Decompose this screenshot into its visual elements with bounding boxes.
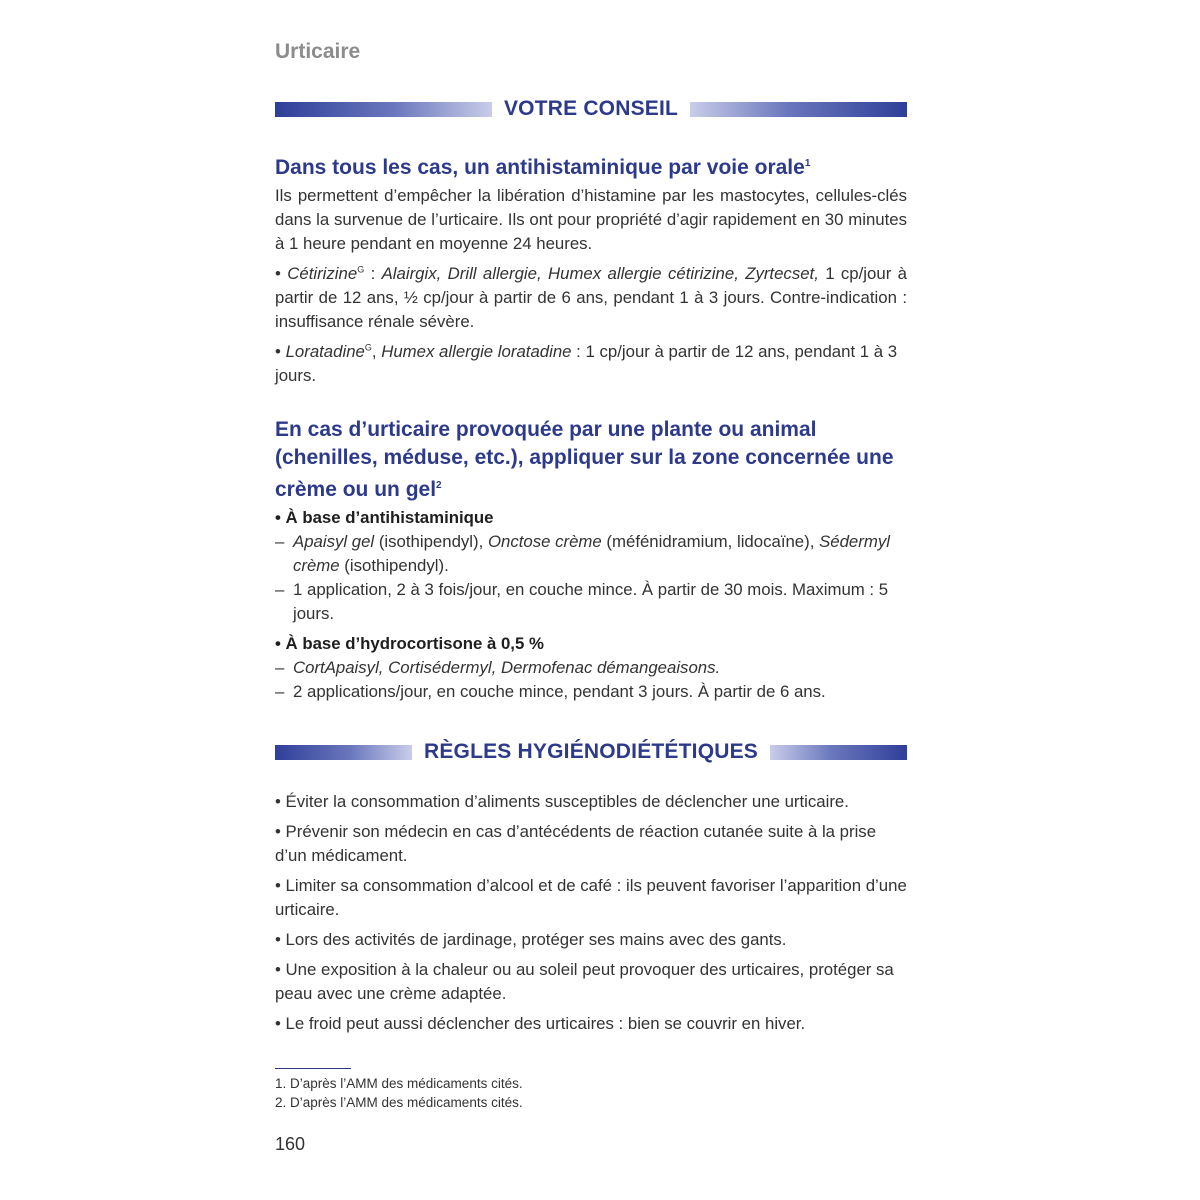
footnote-divider <box>275 1068 351 1069</box>
intro-paragraph: Ils permettent d’empêcher la libération d’histamine par les mastocytes, cellules-clés dans la survenue de l’urticaire. Ils ont pour propriété d’agir rapidement en 30 minutes à 1 heure pendant en moyenne 24 heures. <box>275 186 907 253</box>
regle-item: • Éviter la consommation d’aliments susceptibles de déclencher une urticaire. <box>275 792 849 811</box>
regle-item: • Limiter sa consommation d’alcool et de café : ils peuvent favoriser l’apparition d’une urticaire. <box>275 876 907 919</box>
section-header-regles <box>275 739 907 765</box>
drug-loratadine: • Loratadine$^G$, Humex allergie loratadine : 1 cp/jour à partir de 12 ans, pendant 1 à 3 jours. <box>275 342 898 385</box>
section-header-conseil <box>275 96 907 122</box>
footnotes <box>275 1074 907 1112</box>
regle-item: • Une exposition à la chaleur ou au soleil peut provoquer des urticaires, protéger sa peau avec une crème adaptée. <box>275 960 894 1003</box>
subheading-antihistaminique: • À base d’antihistaminique <box>275 508 494 527</box>
regles-list <box>275 790 907 1036</box>
running-head: Urticaire <box>275 40 361 63</box>
drug-cetirizine: • Cétirizine$^G$ : Alairgix, Drill allergie, Humex allergie cétirizine, Zyrtecset, 1 cp/jour à partir de 12 ans, ½ cp/jour à partir de 6 ans, pendant 1 à 3 jours. Contre-indication : insuffisance rénale sévère. <box>275 264 907 331</box>
hydrocortisone-products: – CortApaisyl, Cortisédermyl, Dermofenac démangeaisons. <box>275 658 721 677</box>
footnote-1: 1. D’après l’AMM des médicaments cités. <box>275 1076 523 1091</box>
antihistaminique-products: – Apaisyl gel (isothipendyl), Onctose crème (méfénidramium, lidocaïne), Sédermyl crème (isothipendyl). <box>275 532 890 575</box>
heading-topical-treatment: En cas d’urticaire provoquée par une plante ou animal (chenilles, méduse, etc.), appliquer sur la zone concernée une crème ou un gel$^2$ <box>275 418 894 501</box>
footnote-ref-2: 2 <box>436 480 442 491</box>
footnote-2: 2. D’après l’AMM des médicaments cités. <box>275 1095 523 1110</box>
regle-item: • Prévenir son médecin en cas d’antécédents de réaction cutanée suite à la prise d’un médicament. <box>275 822 877 865</box>
antihistaminique-usage: – 1 application, 2 à 3 fois/jour, en couche mince. À partir de 30 mois. Maximum : 5 jours. <box>275 580 889 623</box>
section-bar-left <box>275 745 412 760</box>
section-title-conseil: VOTRE CONSEIL <box>503 97 679 120</box>
regle-item: • Lors des activités de jardinage, protéger ses mains avec des gants. <box>275 930 787 949</box>
section-title-regles: RÈGLES HYGIÉNODIÉTÉTIQUES <box>423 740 759 763</box>
hydrocortisone-usage: – 2 applications/jour, en couche mince, pendant 3 jours. À partir de 6 ans. <box>275 682 826 701</box>
section-bar-right <box>770 745 907 760</box>
heading-oral-antihistamine: Dans tous les cas, un antihistaminique par voie orale$^1$ <box>275 156 811 179</box>
subheading-hydrocortisone: • À base d’hydrocortisone à 0,5 % <box>275 634 544 653</box>
regle-item: • Le froid peut aussi déclencher des urticaires : bien se couvrir en hiver. <box>275 1014 806 1033</box>
page-number: 160 <box>275 1134 306 1154</box>
section-bar-right <box>690 102 907 117</box>
section-bar-left <box>275 102 492 117</box>
footnote-ref-1: 1 <box>804 158 811 169</box>
conseil-body <box>275 184 907 388</box>
topical-body <box>275 506 907 704</box>
